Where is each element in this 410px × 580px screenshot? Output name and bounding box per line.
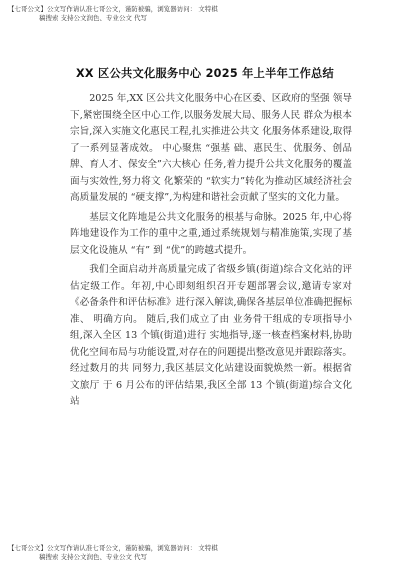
footer-note-line-1: 【七哥公文】公文写作请认准七哥公文，谨防被骗，浏览器访问： 文特棋	[8, 544, 218, 552]
header-note-line-1: 【七哥公文】公文写作请认准七哥公文，谨防被骗，浏览器访问： 文特棋	[8, 5, 218, 13]
paragraph-intro: 2025 年,XX 区公共文化服务中心在区委、区政府的坚强 领导下,紧密围绕全区中心工作,以服务发展大局、服务人民 群众为根本宗旨,深入实施文化惠民工程,扎实推进公共文 化服务体系建设,取得了一系列显著成效。 中心聚焦 “强基 础、惠民生、优服务、创品牌、育人才、保安全”六大核心 任务,着力提升公共文化服务的覆盖面与实效性,努力将文 化繁荣的 “软实力”转化为推动区域经济社会高质量发展的 “硬支撑”,为构建和谐社会贡献了坚实的文化力量。	[70, 93, 352, 203]
header-note-line-2: 稿搜索 支持公文润色、专业公文 代写	[39, 13, 148, 22]
paragraph-evaluation: 我们全面启动并高质量完成了省级乡镇(街道)综合文化站的评估定级工作。年初,中心即刻组织召开专题部署会议,邀请专家对《必备条件和评估标准》进行深入解读,确保各基层单位准确把握标准、 明确方向。 随后,我们成立了由 业务骨干组成的专项指导小组,深入全区 13 个镇(街道)进行 实地指导,逐一核查档案材料,协助优化空间布局与功能设置,对存在的问题提出整改意见并跟踪落实。经过数月的共 同努力,我区基层文化站建设面貌焕然一新。根据省文旅厅 于 6 月公布的评估结果,我区全部 13 个镇(街道)综合文化站	[70, 264, 352, 407]
footer-note-line-2: 稿搜索 支持公文润色、专业公文 代写	[39, 552, 148, 561]
header-watermark-note	[8, 5, 403, 22]
paragraph-facilities: 基层文化阵地是公共文化服务的根基与命脉。2025 年,中心将阵地建设作为工作的重中之重,通过系统规划与精准施策,实现了基层文化设施从 “有” 到 “优”的跨越式提升。	[70, 211, 352, 256]
document-body	[70, 91, 352, 411]
footer-watermark-note	[8, 544, 403, 561]
document-title: XX 区公共文化服务中心 2025 年上半年工作总结	[75, 67, 335, 80]
